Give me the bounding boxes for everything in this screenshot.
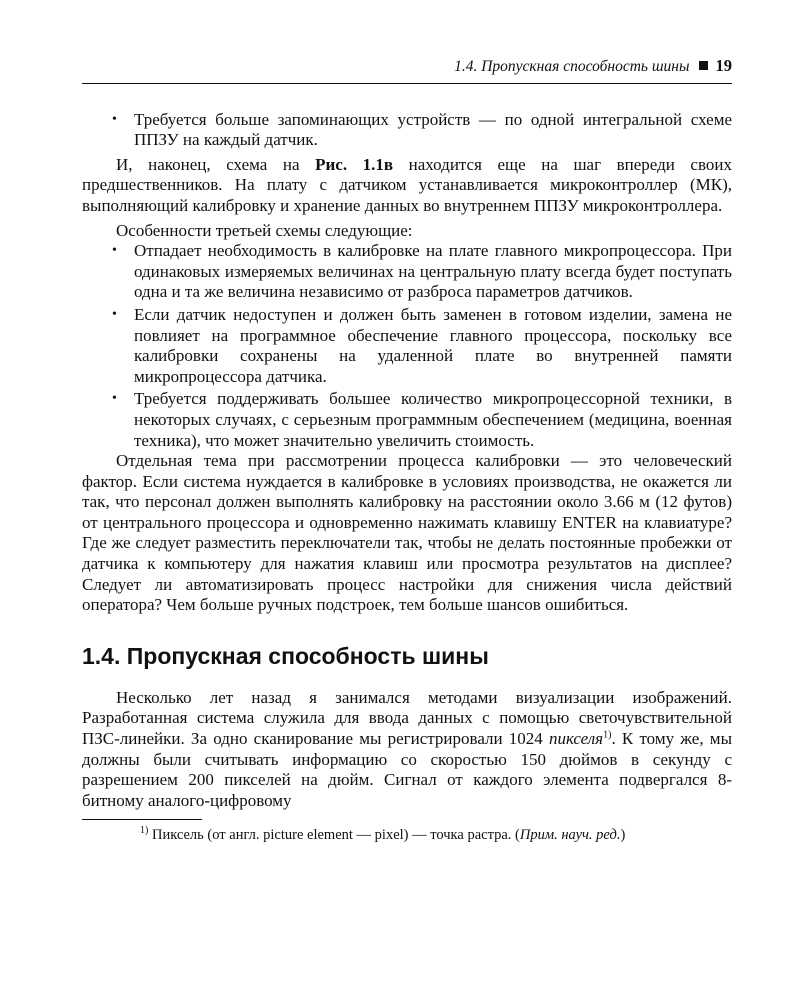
section-heading: 1.4. Пропускная способность шины xyxy=(82,642,489,669)
bullet-icon: • xyxy=(112,391,117,407)
paragraph xyxy=(82,155,732,217)
list-item xyxy=(82,305,732,387)
bullet-list-top xyxy=(82,110,732,151)
list-item xyxy=(82,389,732,451)
bullet-icon: • xyxy=(112,243,117,259)
bullet-icon: • xyxy=(112,306,117,322)
list-item-text: Отпадает необходимость в калибровке на плате главного микропроцессора. При одинаковых измеряемых величинах на центральную плату всегда будет поступать одна и та же величина независимо от разброса параметров датчиков. xyxy=(134,241,732,302)
square-bullet-icon xyxy=(699,61,708,70)
bullet-list-features xyxy=(82,241,732,451)
running-title: 1.4. Пропускная способность шины xyxy=(454,58,690,75)
list-item-text: Требуется больше запоминающих устройств — по одной интегральной схеме ППЗУ на каждый датчик. xyxy=(134,109,732,150)
list-item-text: Требуется поддерживать большее количество микропроцессорной техники, в некоторых случаях, с серьезным программным обеспечением (медицина, военная техника), что может значительно увеличить стоимость. xyxy=(134,389,732,450)
list-item xyxy=(82,110,732,151)
figure-reference: Рис. 1.1в xyxy=(315,154,394,174)
footnote-editor-note: Прим. науч. ред. xyxy=(519,827,621,844)
paragraph: Отдельная тема при рассмотрении процесса калибровки — это человеческий фактор. Если система нуждается в калибровке в условиях производства, не окажется ли так, что персонал должен выполнять калибровку на расстоянии около 3.66 м (12 футов) от центрального процессора и одновременно нажимать клавишу ENTER на клавиатуре? Где же следует разместить переключатели так, чтобы не делать постоянные пробежки от датчика к компьютеру для нажатия клавиш или просмотра результатов на дисплее? Следует ли автоматизировать процесс настройки для снижения числа действий оператора? Чем больше ручных подстроек, тем больше шансов ошибиться. xyxy=(82,451,732,615)
footnote xyxy=(82,826,732,844)
bullet-icon: • xyxy=(112,111,117,127)
book-page xyxy=(82,56,732,844)
footnote-text: Пиксель (от англ. picture element — pixel) — точка растра. ( xyxy=(148,827,520,844)
paragraph-text: . К тому же, мы должны были считывать информацию со скоростью 150 дюймов в секунду с разрешением 200 пикселей на дюйм. Сигнал от каждого элемента подвергался 8-битному аналого-цифровому xyxy=(82,729,732,810)
page-number: 19 xyxy=(715,56,732,75)
footnote-divider xyxy=(82,819,202,820)
list-item-text: Если датчик недоступен и должен быть заменен в готовом изделии, замена не повлияет на программное обеспечение главного процессора, поскольку все калибровки сохранены на удаленной плате во внутренней памяти микропроцессора датчика. xyxy=(134,304,732,386)
running-header xyxy=(82,56,732,84)
footnote-marker: 1) xyxy=(603,729,612,741)
italic-term: пикселя xyxy=(549,729,604,749)
paragraph-text: И, наконец, схема на xyxy=(116,154,316,174)
footnote-number: 1) xyxy=(140,825,149,837)
paragraph-text: находится еще на шаг впереди своих предшественников. На плату с датчиком устанавливается микроконтроллер (МК), выполняющий калибровку и хранение данных во внутреннем ППЗУ микроконтроллера. xyxy=(82,154,732,215)
paragraph-text: Несколько лет назад я занимался методами визуализации изображений. Разработанная система служила для ввода данных с помощью светочувствительной ПЗС-линейки. За одно сканирование мы регистрировали 1024 xyxy=(82,687,732,749)
list-item xyxy=(82,241,732,303)
paragraph xyxy=(82,688,732,812)
paragraph: Особенности третьей схемы следующие: xyxy=(116,220,413,240)
footnote-close: ) xyxy=(620,827,626,844)
